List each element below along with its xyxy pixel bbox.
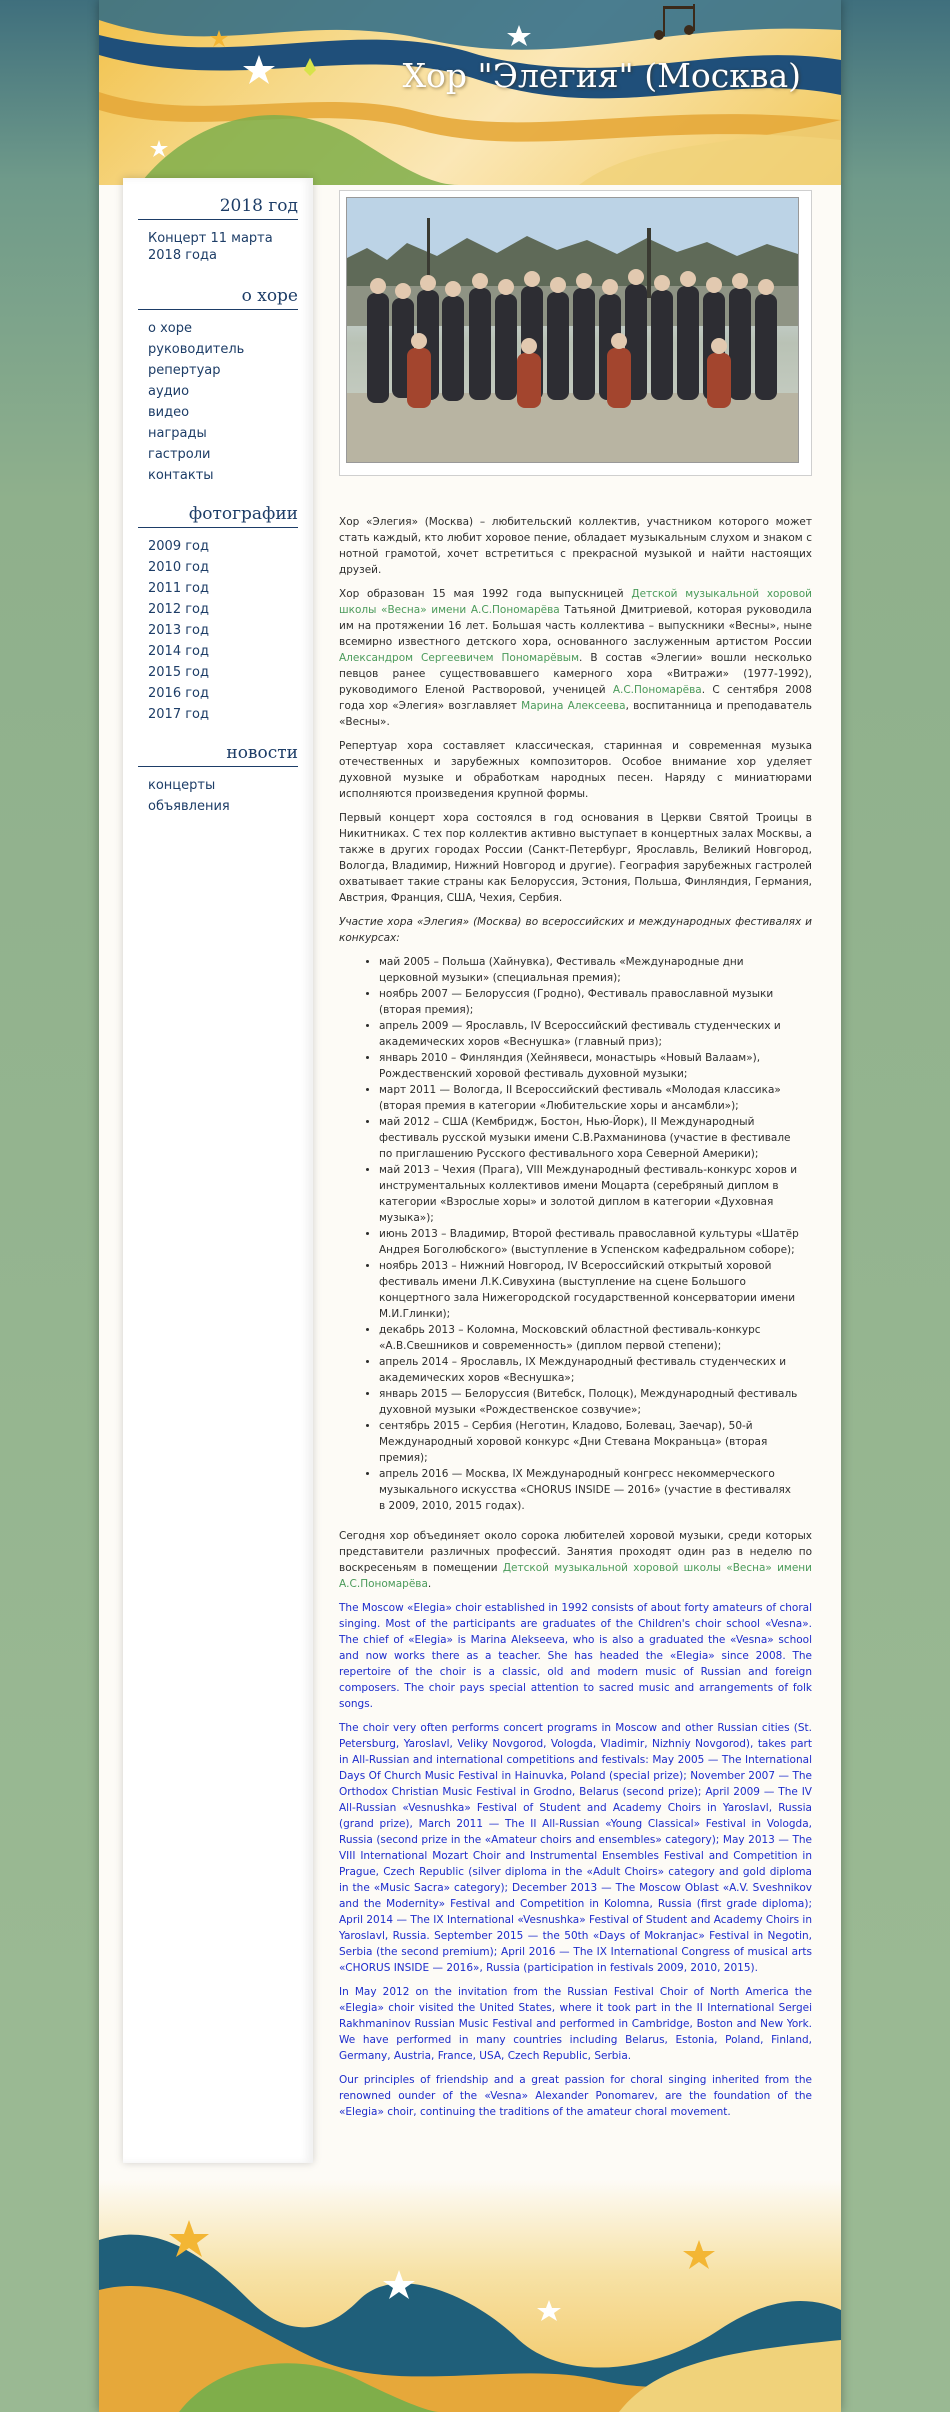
festival-item: • июнь 2013 – Владимир, Второй фестиваль православной культуры «Шатёр Андрея Боголюбского» (выступление в Успенском кафедральном соборе); [379,1226,800,1258]
concerts-paragraph: Первый концерт хора состоялся в год основания в Церкви Святой Троицы в Никитниках. С тех пор коллектив активно выступает в концертных залах Москвы, а также в других городах России (Санкт-Петербург, Ярославль, Великий Новгород, Вологда, Владимир, Нижний Новгород и другие). География зарубежных гастролей охватывает такие страны как Белоруссия, Эстония, Польша, Финляндия, Германия, Австрия, Франция, США, Чехия, Сербия. [339,812,812,904]
sidebar-section-news [123,743,313,817]
sidebar-item-contacts[interactable]: контакты [148,468,214,483]
sidebar-heading-about: о хоре [138,286,298,310]
festival-item: • ноябрь 2013 – Нижний Новгород, IV Всероссийский открытый хоровой фестиваль имени Л.К.Сивухина (выступление на сцене Большого концертного зала Нижегородской государственной консерватории имени М.И.Глинки); [379,1258,800,1322]
festival-item: • апрель 2014 – Ярославль, IX Международный фестиваль студенческих и академических хоров «Веснушка»; [379,1354,800,1386]
photo-illustration [347,198,798,462]
festival-item: • март 2011 — Вологда, II Всероссийский фестиваль «Молодая классика» (вторая премия в категории «Любительские хоры и ансамбли»); [379,1082,800,1114]
sidebar-item-photos-2014[interactable]: 2014 год [148,644,209,659]
page [99,0,841,2412]
sidebar-section-about [123,286,313,486]
sidebar-heading-photos: фотографии [138,504,298,528]
sidebar-heading-news: новости [138,743,298,767]
alekseeva-link[interactable]: Марина Алексеева [521,700,626,712]
today-paragraph: Сегодня хор объединяет около сорока любителей хоровой музыки, среди которых представители различных профессий. Занятия проходят один раз в неделю по воскресеньям в помещении Детской музыкальной хоровой школы «Весна» имени А.С.Пономарёва. [339,1530,812,1590]
english-paragraph-2: The choir very often performs concert programs in Moscow and other Russian cities (St. Petersburg, Yaroslavl, Veliky Novgorod, Vologda, Vladimir, Nizhniy Novgorod), takes part in All-Russian and international competitions and festivals: May 2005 — The International Days Of Church Music Festival in Hainuvka, Poland (special prize); November 2007 — The Orthodox Christian Music Festival in Grodno, Belarus (second prize); April 2009 — The IV All-Russian «Vesnushka» Festival of Student and Academy Choirs in Yaroslavl, Russia (grand prize), March 2011 — The II All-Russian «Young Classical» Festival in Vologda, Russia (second prize in the «Amateur choirs and ensembles» category); May 2013 — The VIII International Mozart Choir and Instrumental Ensembles Festival and Competition in Prague, Czech Republic (silver diploma in the «Adult Choirs» category and gold diploma in the «Music Sacra» category); December 2013 — The Moscow Oblast «A.V. Sveshnikov and the Modernity» Festival and Competition in Kolomna, Russia (first grade diploma); April 2014 — The IX International «Vesnushka» Festival of Student and Academy Choirs in Yaroslavl, Russia. September 2015 — the 50th «Days of Mokranjac» Festival in Negotin, Serbia (the second premium); April 2016 — The IX International Congress of musical arts «CHORUS INSIDE — 2016», Russia (participation in festivals 2009, 2010, 2015). [339,1722,812,1974]
choir-photo-frame [339,190,812,476]
site-title: Хор "Элегия" (Москва) [402,56,801,95]
english-paragraph-4: Our principles of friendship and a great passion for choral singing inherited from the renowned ounder of the «Vesna» Alexander Ponomarev, are the foundation of the «Elegia» choir, continuing the traditions of the amateur choral movement. [339,2074,812,2118]
festival-item: • апрель 2009 — Ярославль, IV Всероссийский фестиваль студенческих и академических хоров «Веснушка» (главный приз); [379,1018,800,1050]
sidebar-item-photos-2011[interactable]: 2011 год [148,581,209,596]
english-paragraph-1: The Moscow «Elegia» choir established in 1992 consists of about forty amateurs of choral singing. Most of the participants are graduates of the Children's choir school «Vesna». The chief of «Elegia» is Marina Alekseeva, who is also a graduated the «Vesna» school and now works there as a teacher. She has headed the «Elegia» since 2008. The repertoire of the choir is a classic, old and modern music of Russian and foreign composers. The choir pays special attention to sacred music and arrangements of folk songs. [339,1602,812,1710]
festival-item: • май 2013 – Чехия (Прага), VIII Международный фестиваль-конкурс хоров и инструментальных коллективов имени Моцарта (серебряный диплом в категории «Взрослые хоры» и золотой диплом в категории «Духовная музыка»); [379,1162,800,1226]
main-content [339,190,812,2128]
sidebar-item-photos-2010[interactable]: 2010 год [148,560,209,575]
sidebar-item-tours[interactable]: гастроли [148,447,211,462]
festival-item: • январь 2015 — Белоруссия (Витебск, Полоцк), Международный фестиваль духовной музыки «Рождественское созвучие»; [379,1386,800,1418]
festival-item: • сентябрь 2015 – Сербия (Неготин, Кладово, Болевац, Заечар), 50-й Международный хоровой конкурс «Дни Стевана Мокраньца» (вторая премия); [379,1418,800,1466]
history-paragraph: Хор образован 15 мая 1992 года выпускницей Детской музыкальной хоровой школы «Весна» имени А.С.Пономарёва Татьяной Дмитриевой, которая руководила им на протяжении 16 лет. Большая часть коллектива – выпускники «Весны», ныне всемирно известного детского хора, основанного заслуженным артистом России Александром Сергеевичем Пономарёвым. В состав «Элегии» вошли несколько певцов ранее существовавшего камерного хора «Витражи» (1977-1992), руководимого Еленой Растворовой, ученицей А.С.Пономарёва. С сентября 2008 года хор «Элегия» возглавляет Марина Алексеева, воспитанница и преподаватель «Весны». [339,588,813,728]
festival-item: • декабрь 2013 – Коломна, Московский областной фестиваль-конкурс «А.В.Свешников и современность» (диплом первой степени); [379,1322,800,1354]
repertoire-paragraph: Репертуар хора составляет классическая, старинная и современная музыка отечественных и зарубежных композиторов. Особое внимание хор уделяет духовной музыке и обработкам народных песен. Наряду с миниатюрами исполняются произведения крупной формы. [339,740,812,800]
sidebar-item-concert-2018[interactable]: Концерт 11 марта 2018 года [148,231,273,263]
festivals-heading: Участие хора «Элегия» (Москва) во всероссийских и международных фестивалях и конкурсах: [339,916,812,944]
festival-item: • май 2005 – Польша (Хайнувка), Фестиваль «Международные дни церковной музыки» (специальная премия); [379,954,800,986]
festival-item: • апрель 2016 — Москва, IX Международный конгресс некоммерческого музыкального искусства «CHORUS INSIDE — 2016» (участие в фестивалях в 2009, 2010, 2015 годах). [379,1466,800,1514]
sidebar-item-director[interactable]: руководитель [148,342,245,357]
sidebar-heading-2018: 2018 год [138,196,298,220]
sidebar-section-photos [123,504,313,725]
ponomarev-short-link[interactable]: А.С.Пономарёва [612,684,702,696]
sidebar-item-photos-2009[interactable]: 2009 год [148,539,209,554]
sidebar-item-concerts[interactable]: концерты [148,778,216,793]
ponomarev-link[interactable]: Александром Сергеевичем Пономарёвым [339,652,579,664]
sidebar-item-photos-2013[interactable]: 2013 год [148,623,209,638]
festival-item: • январь 2010 – Финляндия (Хейнявеси, монастырь «Новый Валаам»), Рождественский хоровой фестиваль духовной музыки; [379,1050,800,1082]
sidebar [123,178,313,2163]
footer-swirls [99,2180,841,2412]
english-paragraph-3: In May 2012 on the invitation from the Russian Festival Choir of North America the «Elegia» choir visited the United States, where it took part in the II International Sergei Rakhmaninov Russian Music Festival and performed in Cambridge, Boston and New York. We have performed in many countries including Belarus, Estonia, Poland, Finland, Germany, Austria, France, USA, Czech Republic, Serbia. [339,1986,812,2062]
sidebar-item-photos-2016[interactable]: 2016 год [148,686,209,701]
vesna-school-link-2[interactable]: Детской музыкальной хоровой школы «Весна» имени А.С.Пономарёва [339,1562,812,1590]
footer-banner [99,2180,841,2412]
sidebar-item-awards[interactable]: награды [148,426,207,441]
sidebar-item-about[interactable]: о хоре [148,321,192,336]
sidebar-item-announcements[interactable]: объявления [148,799,230,814]
intro-paragraph: Хор «Элегия» (Москва) – любительский коллектив, участником которого может стать каждый, кто любит хоровое пение, обладает музыкальным слухом и знаком с нотной грамотой, хочет встретиться с прекрасной музыкой и найти настоящих друзей. [339,516,812,576]
sidebar-section-2018 [123,196,313,268]
sidebar-item-audio[interactable]: аудио [148,384,190,399]
header-banner [99,0,841,185]
festivals-list [339,954,812,1514]
vesna-school-link[interactable]: Детской музыкальной хоровой школы «Весна» имени А.С.Пономарёва [339,588,813,616]
choir-group-photo [346,197,799,463]
sidebar-item-repertoire[interactable]: репертуар [148,363,221,378]
sidebar-item-photos-2017[interactable]: 2017 год [148,707,209,722]
sidebar-item-photos-2012[interactable]: 2012 год [148,602,209,617]
sidebar-item-video[interactable]: видео [148,405,190,420]
festival-item: • май 2012 – США (Кембридж, Бостон, Нью-Йорк), II Международный фестиваль русской музыки имени С.В.Рахманинова (участие в фестивале по приглашению Русского фестивального хора Северной Америки); [379,1114,800,1162]
festival-item: • ноябрь 2007 — Белоруссия (Гродно), Фестиваль православной музыки (вторая премия); [379,986,800,1018]
sidebar-item-photos-2015[interactable]: 2015 год [148,665,209,680]
